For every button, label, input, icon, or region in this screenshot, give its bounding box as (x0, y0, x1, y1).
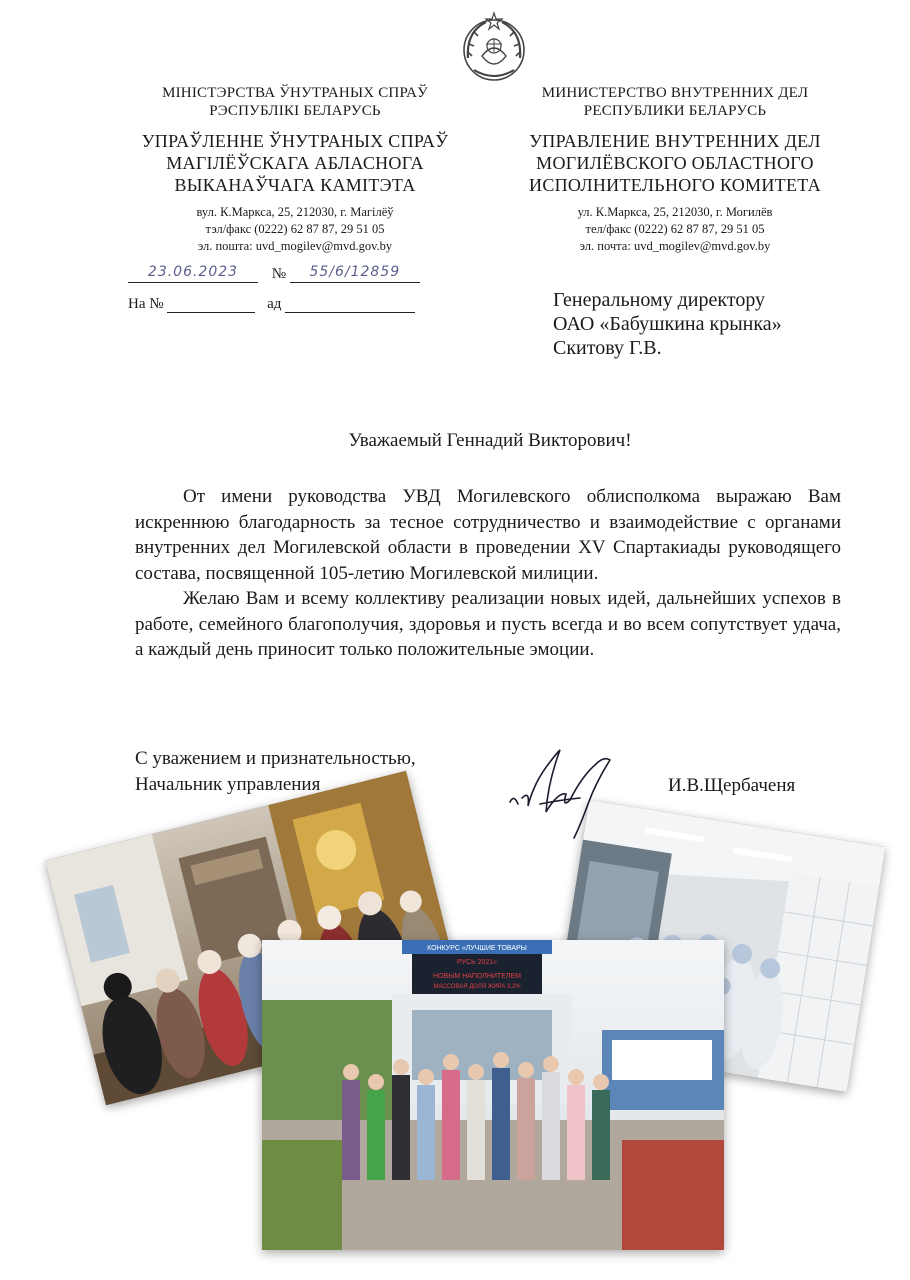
banner-text-line4: МАССОВАЯ ДОЛЯ ЖИРА 3,2% (433, 984, 521, 990)
closing-line1: С уважением и признательностью, (135, 748, 416, 769)
addressee-line1: Генеральному директору (553, 289, 766, 311)
number-label: № (271, 266, 287, 282)
ministry-name-be-line1: МІНІСТЭРСТВА ЎНУТРАНЫХ СПРАЎ (162, 85, 428, 101)
contacts-be (110, 204, 480, 255)
email-ru: эл. почта: uvd_mogilev@mvd.gov.by (579, 239, 771, 253)
registration-date-number (128, 264, 420, 283)
ministry-name-ru-line1: МИНИСТЕРСТВО ВНУТРЕННИХ ДЕЛ (541, 85, 809, 101)
banner-text-line3: НОВЫМ НАПОЛНИТЕЛЕМ (433, 973, 521, 980)
banner-text-line1: КОНКУРС «ЛУЧШИЕ ТОВАРЫ (427, 945, 527, 952)
signer-name: И.В.Щербаченя (668, 775, 796, 796)
signature-icon (500, 742, 630, 842)
department-name-ru (505, 130, 845, 196)
reply-reference (128, 294, 415, 313)
addressee-line2: ОАО «Бабушкина крынка» (553, 313, 782, 335)
photo-entrance-group (262, 940, 724, 1250)
state-emblem-icon (456, 10, 532, 86)
reply-number-field (167, 294, 255, 313)
photo-entrance-image (262, 940, 724, 1250)
phone-be: тэл/факс (0222) 62 87 87, 29 51 05 (205, 222, 385, 236)
department-be-line3: ВЫКАНАЎЧАГА КАМІТЭТА (174, 175, 416, 195)
header-right (505, 84, 845, 255)
reply-date-field (285, 294, 415, 313)
paragraph-2: Желаю Вам и всему коллективу реализации новых идей, дальнейших успехов в работе, семейного благополучия, здоровья и пусть всегда и во всем сопутствует удача, а каждый день приносит только положительные эмоции. (135, 588, 841, 660)
phone-ru: тел/факс (0222) 62 87 87, 29 51 05 (585, 222, 765, 236)
banner-text-line2: РУСЬ 2021» (456, 959, 498, 966)
department-ru-line1: УПРАВЛЕНИЕ ВНУТРЕННИХ ДЕЛ (529, 131, 821, 151)
header-left (110, 84, 480, 255)
date-value: 23.06.2023 (147, 264, 239, 280)
ministry-name-be-line2: РЭСПУБЛІКІ БЕЛАРУСЬ (209, 103, 381, 119)
department-ru-line2: МОГИЛЁВСКОГО ОБЛАСТНОГО (536, 153, 814, 173)
reply-date-label: ад (267, 296, 282, 312)
closing-line2: Начальник управления (135, 773, 321, 795)
addressee-block (553, 288, 782, 360)
paragraph-1: От имени руководства УВД Могилевского облисполкома выражаю Вам искреннюю благодарность за тесное сотрудничество и взаимодействие с органами внутренних дел Могилевской области в проведении XV Спартакиады руководящего состава, посвященной 105-летию Могилевской милиции. (135, 486, 841, 584)
ministry-name-ru-line2: РЕСПУБЛИКИ БЕЛАРУСЬ (583, 103, 767, 119)
number-value: 55/6/12859 (309, 264, 401, 280)
letter-body (135, 484, 841, 663)
addressee-line3: Скитову Г.В. (553, 337, 662, 359)
date-field (128, 264, 258, 283)
department-ru-line3: ИСПОЛНИТЕЛЬНОГО КОМИТЕТА (529, 175, 821, 195)
greeting: Уважаемый Геннадий Викторович! (348, 430, 632, 451)
number-field (290, 264, 420, 283)
department-be-line1: УПРАЎЛЕННЕ ЎНУТРАНЫХ СПРАЎ (141, 131, 449, 151)
address-be: вул. К.Маркса, 25, 212030, г. Магілёў (196, 205, 394, 219)
contacts-ru (505, 204, 845, 255)
email-be: эл. пошта: uvd_mogilev@mvd.gov.by (197, 239, 393, 253)
department-name-be (110, 130, 480, 196)
reply-number-label: На № (128, 296, 164, 312)
address-ru: ул. К.Маркса, 25, 212030, г. Могилёв (577, 205, 773, 219)
department-be-line2: МАГІЛЁЎСКАГА АБЛАСНОГА (166, 153, 424, 173)
